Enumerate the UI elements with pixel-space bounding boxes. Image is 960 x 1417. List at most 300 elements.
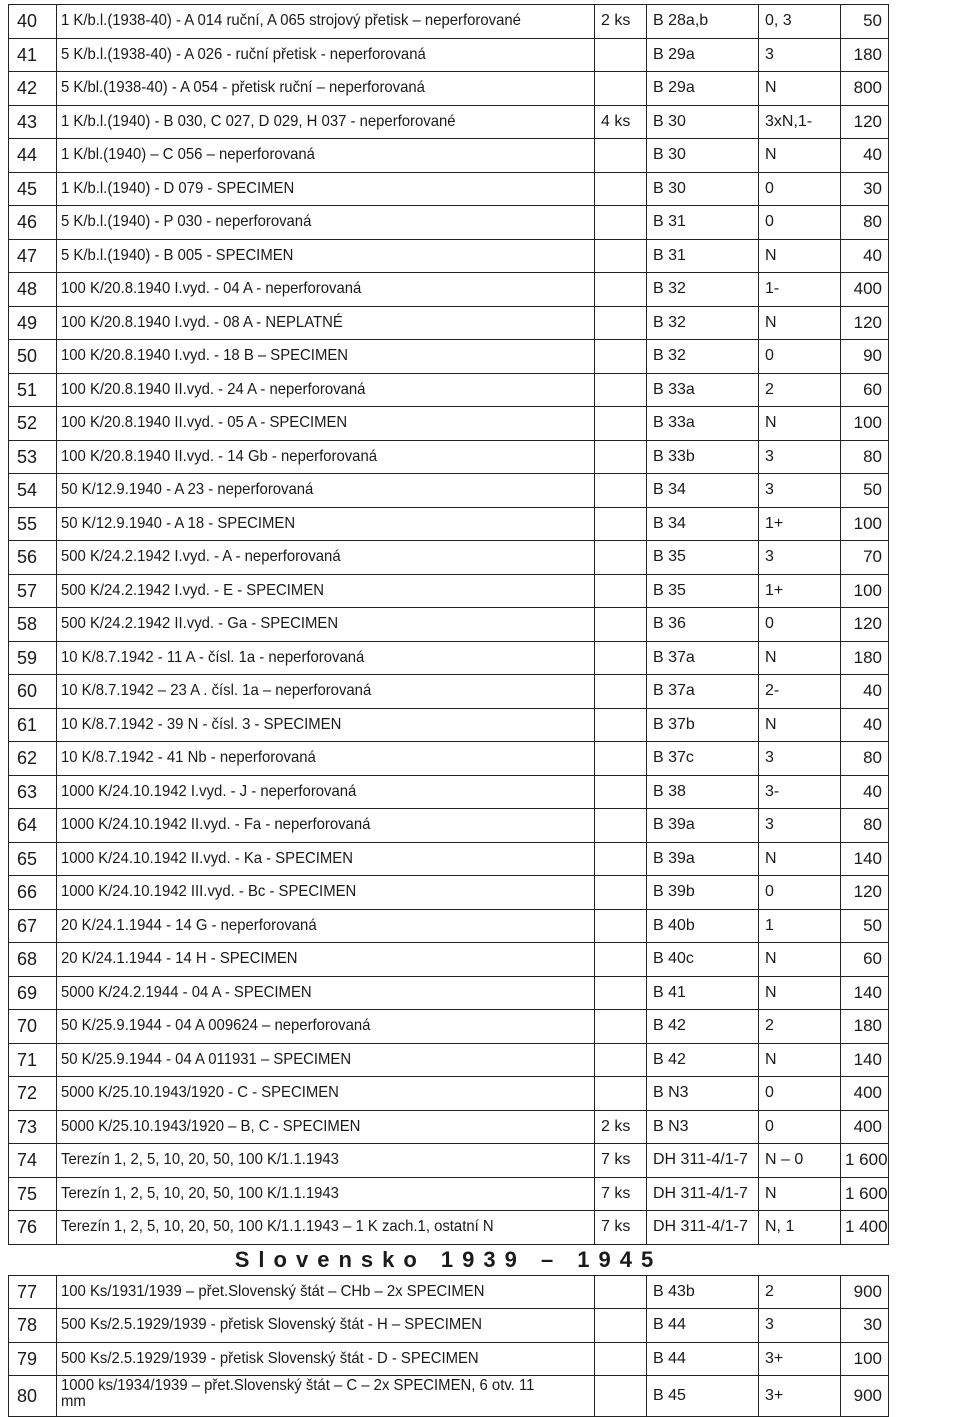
lot-number: 46 bbox=[9, 206, 57, 240]
lot-grade: 3 bbox=[759, 541, 841, 575]
lot-number: 49 bbox=[9, 306, 57, 340]
table-row bbox=[9, 1376, 889, 1417]
lot-quantity bbox=[595, 809, 647, 843]
lot-price: 80 bbox=[841, 742, 889, 776]
lot-price: 120 bbox=[841, 876, 889, 910]
lot-price: 1 600 bbox=[841, 1144, 889, 1178]
lot-table-body bbox=[9, 5, 889, 1245]
table-row bbox=[9, 407, 889, 441]
lot-description-text: 10 K/8.7.1942 - 11 A - čísl. 1a - neperforovaná bbox=[61, 648, 365, 666]
lot-number: 65 bbox=[9, 842, 57, 876]
lot-quantity bbox=[595, 976, 647, 1010]
lot-number: 59 bbox=[9, 641, 57, 675]
lot-quantity bbox=[595, 373, 647, 407]
table-row bbox=[9, 708, 889, 742]
lot-catalog-number: B 33b bbox=[647, 440, 759, 474]
table-row bbox=[9, 38, 889, 72]
lot-grade: 1+ bbox=[759, 574, 841, 608]
lot-catalog-number: B 37c bbox=[647, 742, 759, 776]
lot-description bbox=[57, 105, 595, 139]
lot-description-text: 1000 K/24.10.1942 III.vyd. - Bc - SPECIMEN bbox=[61, 883, 357, 901]
lot-description-text: 5000 K/25.10.1943/1920 - C - SPECIMEN bbox=[61, 1084, 339, 1102]
lot-price: 60 bbox=[841, 373, 889, 407]
lot-number: 61 bbox=[9, 708, 57, 742]
lot-price: 30 bbox=[841, 172, 889, 206]
table-row bbox=[9, 1177, 889, 1211]
lot-number: 45 bbox=[9, 172, 57, 206]
table-row bbox=[9, 1144, 889, 1178]
lot-grade: 3 bbox=[759, 440, 841, 474]
lot-quantity bbox=[595, 742, 647, 776]
lot-number: 67 bbox=[9, 909, 57, 943]
lot-number: 73 bbox=[9, 1110, 57, 1144]
lot-grade: 0 bbox=[759, 876, 841, 910]
lot-catalog-number: B 30 bbox=[647, 172, 759, 206]
lot-price: 100 bbox=[841, 574, 889, 608]
lot-number: 43 bbox=[9, 105, 57, 139]
lot-quantity: 2 ks bbox=[595, 5, 647, 39]
lot-grade: 3 bbox=[759, 38, 841, 72]
lot-description-text: 5 K/b.l.(1940) - P 030 - neperforovaná bbox=[61, 213, 312, 231]
lot-description-text: 500 K/24.2.1942 I.vyd. - A - neperforovaná bbox=[61, 548, 341, 566]
lot-price: 900 bbox=[841, 1376, 889, 1417]
lot-quantity bbox=[595, 909, 647, 943]
lot-price: 80 bbox=[841, 206, 889, 240]
lot-description bbox=[57, 407, 595, 441]
section-header bbox=[9, 1244, 889, 1275]
lot-catalog-number: B 33a bbox=[647, 407, 759, 441]
lot-catalog-number: B 38 bbox=[647, 775, 759, 809]
lot-catalog-number: B 36 bbox=[647, 608, 759, 642]
lot-description bbox=[57, 541, 595, 575]
lot-catalog-number: B 44 bbox=[647, 1309, 759, 1343]
lot-quantity bbox=[595, 239, 647, 273]
lot-number: 52 bbox=[9, 407, 57, 441]
lot-number: 42 bbox=[9, 72, 57, 106]
lot-description-text: 10 K/8.7.1942 - 41 Nb - neperforovaná bbox=[61, 749, 316, 767]
lot-table-body-slovensko bbox=[9, 1275, 889, 1417]
lot-price: 40 bbox=[841, 708, 889, 742]
auction-list bbox=[8, 4, 888, 1417]
lot-description-text: Terezín 1, 2, 5, 10, 20, 50, 100 K/1.1.1943 bbox=[61, 1151, 339, 1169]
lot-quantity bbox=[595, 608, 647, 642]
lot-description-text: 50 K/25.9.1944 - 04 A 009624 – neperforovaná bbox=[61, 1017, 371, 1035]
lot-price: 40 bbox=[841, 775, 889, 809]
lot-quantity bbox=[595, 440, 647, 474]
lot-quantity bbox=[595, 306, 647, 340]
lot-quantity bbox=[595, 139, 647, 173]
lot-description bbox=[57, 1342, 595, 1376]
table-row bbox=[9, 373, 889, 407]
lot-catalog-number: B 37b bbox=[647, 708, 759, 742]
lot-grade: 0 bbox=[759, 608, 841, 642]
lot-description bbox=[57, 5, 595, 39]
lot-number: 60 bbox=[9, 675, 57, 709]
lot-description bbox=[57, 1211, 595, 1245]
lot-grade: N bbox=[759, 641, 841, 675]
lot-number: 41 bbox=[9, 38, 57, 72]
lot-description-text: 100 K/20.8.1940 II.vyd. - 14 Gb - neperforovaná bbox=[61, 447, 377, 465]
lot-description bbox=[57, 474, 595, 508]
lot-grade: 1 bbox=[759, 909, 841, 943]
lot-description-text: 500 Ks/2.5.1929/1939 - přetisk Slovenský štát - D - SPECIMEN bbox=[61, 1349, 479, 1367]
lot-grade: N – 0 bbox=[759, 1144, 841, 1178]
lot-catalog-number: B 42 bbox=[647, 1043, 759, 1077]
lot-price: 120 bbox=[841, 306, 889, 340]
lot-description bbox=[57, 742, 595, 776]
lot-catalog-number: B 42 bbox=[647, 1010, 759, 1044]
lot-description bbox=[57, 641, 595, 675]
lot-quantity bbox=[595, 1275, 647, 1309]
lot-number: 78 bbox=[9, 1309, 57, 1343]
lot-description bbox=[57, 1177, 595, 1211]
table-row bbox=[9, 1110, 889, 1144]
lot-catalog-number: B 40c bbox=[647, 943, 759, 977]
lot-description bbox=[57, 943, 595, 977]
lot-grade: 1+ bbox=[759, 507, 841, 541]
lot-price: 140 bbox=[841, 976, 889, 1010]
lot-quantity: 2 ks bbox=[595, 1110, 647, 1144]
lot-number: 69 bbox=[9, 976, 57, 1010]
table-row bbox=[9, 842, 889, 876]
lot-catalog-number: B 37a bbox=[647, 675, 759, 709]
lot-catalog-number: B 40b bbox=[647, 909, 759, 943]
lot-catalog-number: B 39a bbox=[647, 809, 759, 843]
lot-quantity bbox=[595, 842, 647, 876]
lot-grade: N bbox=[759, 239, 841, 273]
lot-number: 66 bbox=[9, 876, 57, 910]
lot-description bbox=[57, 1376, 595, 1417]
lot-catalog-number: B N3 bbox=[647, 1077, 759, 1111]
lot-grade: 0 bbox=[759, 1077, 841, 1111]
lot-catalog-number: B 28a,b bbox=[647, 5, 759, 39]
lot-price: 1 600 bbox=[841, 1177, 889, 1211]
lot-number: 64 bbox=[9, 809, 57, 843]
table-row bbox=[9, 909, 889, 943]
lot-price: 80 bbox=[841, 809, 889, 843]
lot-quantity: 7 ks bbox=[595, 1144, 647, 1178]
lot-grade: 2 bbox=[759, 1275, 841, 1309]
lot-quantity bbox=[595, 172, 647, 206]
lot-description-text: 500 K/24.2.1942 II.vyd. - Ga - SPECIMEN bbox=[61, 615, 339, 633]
lot-catalog-number: B 29a bbox=[647, 72, 759, 106]
lot-description-text: 5 K/b.l.(1938-40) - A 026 - ruční přetisk - neperforovaná bbox=[61, 45, 426, 63]
lot-description bbox=[57, 1077, 595, 1111]
lot-number: 40 bbox=[9, 5, 57, 39]
lot-grade: N bbox=[759, 139, 841, 173]
table-row bbox=[9, 641, 889, 675]
lot-quantity bbox=[595, 474, 647, 508]
lot-catalog-number: DH 311-4/1-7 bbox=[647, 1211, 759, 1245]
table-row bbox=[9, 172, 889, 206]
lot-description-text: 100 K/20.8.1940 II.vyd. - 24 A - neperforovaná bbox=[61, 380, 366, 398]
lot-quantity bbox=[595, 876, 647, 910]
table-row bbox=[9, 809, 889, 843]
lot-description bbox=[57, 708, 595, 742]
table-row bbox=[9, 608, 889, 642]
table-row bbox=[9, 1077, 889, 1111]
lot-quantity bbox=[595, 273, 647, 307]
lot-price: 90 bbox=[841, 340, 889, 374]
lot-description bbox=[57, 72, 595, 106]
lot-description-text: 50 K/12.9.1940 - A 23 - neperforovaná bbox=[61, 481, 314, 499]
lot-number: 50 bbox=[9, 340, 57, 374]
lot-number: 76 bbox=[9, 1211, 57, 1245]
lot-quantity bbox=[595, 708, 647, 742]
table-row bbox=[9, 775, 889, 809]
table-row bbox=[9, 340, 889, 374]
lot-quantity bbox=[595, 1077, 647, 1111]
lot-description-text: 1 K/bl.(1940) – C 056 – neperforovaná bbox=[61, 146, 315, 164]
table-row bbox=[9, 306, 889, 340]
table-row bbox=[9, 976, 889, 1010]
lot-table bbox=[8, 4, 889, 1417]
lot-grade: 2 bbox=[759, 1010, 841, 1044]
table-row bbox=[9, 105, 889, 139]
section-row bbox=[9, 1244, 889, 1275]
lot-price: 140 bbox=[841, 842, 889, 876]
lot-description-text: 1 K/b.l.(1940) - B 030, C 027, D 029, H 037 - neperforované bbox=[61, 112, 456, 130]
lot-description bbox=[57, 1010, 595, 1044]
lot-description bbox=[57, 842, 595, 876]
lot-number: 62 bbox=[9, 742, 57, 776]
lot-quantity bbox=[595, 206, 647, 240]
lot-quantity bbox=[595, 1376, 647, 1417]
lot-number: 58 bbox=[9, 608, 57, 642]
lot-description-text: 100 K/20.8.1940 I.vyd. - 08 A - NEPLATNÉ bbox=[61, 313, 343, 331]
lot-catalog-number: B 39a bbox=[647, 842, 759, 876]
lot-number: 70 bbox=[9, 1010, 57, 1044]
lot-number: 44 bbox=[9, 139, 57, 173]
lot-description bbox=[57, 909, 595, 943]
lot-description-text: 500 Ks/2.5.1929/1939 - přetisk Slovenský štát - H – SPECIMEN bbox=[61, 1316, 482, 1334]
lot-quantity bbox=[595, 641, 647, 675]
lot-description-text: Terezín 1, 2, 5, 10, 20, 50, 100 K/1.1.1943 bbox=[61, 1184, 339, 1202]
table-row bbox=[9, 1309, 889, 1343]
table-row bbox=[9, 440, 889, 474]
lot-catalog-number: B 30 bbox=[647, 139, 759, 173]
table-row bbox=[9, 675, 889, 709]
lot-description bbox=[57, 340, 595, 374]
lot-description bbox=[57, 440, 595, 474]
table-row bbox=[9, 239, 889, 273]
section-title: Slovensko 1939 – 1945 bbox=[9, 1244, 889, 1275]
lot-catalog-number: B 34 bbox=[647, 507, 759, 541]
lot-quantity bbox=[595, 1309, 647, 1343]
lot-description-text: 1000 K/24.10.1942 II.vyd. - Fa - neperforovaná bbox=[61, 816, 371, 834]
lot-price: 50 bbox=[841, 5, 889, 39]
table-row bbox=[9, 5, 889, 39]
lot-grade: N bbox=[759, 1043, 841, 1077]
lot-catalog-number: B 33a bbox=[647, 373, 759, 407]
table-row bbox=[9, 474, 889, 508]
lot-number: 51 bbox=[9, 373, 57, 407]
lot-catalog-number: B N3 bbox=[647, 1110, 759, 1144]
lot-quantity bbox=[595, 340, 647, 374]
lot-catalog-number: B 31 bbox=[647, 206, 759, 240]
lot-description-text: 100 K/20.8.1940 II.vyd. - 05 A - SPECIMEN bbox=[61, 414, 348, 432]
lot-grade: N bbox=[759, 306, 841, 340]
lot-price: 100 bbox=[841, 507, 889, 541]
lot-number: 57 bbox=[9, 574, 57, 608]
lot-description bbox=[57, 206, 595, 240]
lot-description bbox=[57, 775, 595, 809]
lot-price: 120 bbox=[841, 105, 889, 139]
lot-grade: 3 bbox=[759, 474, 841, 508]
lot-description-text: 10 K/8.7.1942 - 39 N - čísl. 3 - SPECIMEN bbox=[61, 715, 342, 733]
lot-price: 400 bbox=[841, 1077, 889, 1111]
lot-number: 48 bbox=[9, 273, 57, 307]
lot-description-text: 100 K/20.8.1940 I.vyd. - 04 A - neperforovaná bbox=[61, 280, 362, 298]
table-row bbox=[9, 1342, 889, 1376]
lot-grade: 0 bbox=[759, 172, 841, 206]
lot-grade: 3 bbox=[759, 809, 841, 843]
table-row bbox=[9, 206, 889, 240]
lot-description-text: 20 K/24.1.1944 - 14 G - neperforovaná bbox=[61, 916, 317, 934]
lot-catalog-number: B 44 bbox=[647, 1342, 759, 1376]
lot-description bbox=[57, 273, 595, 307]
lot-price: 1 400 bbox=[841, 1211, 889, 1245]
lot-quantity bbox=[595, 407, 647, 441]
lot-grade: N bbox=[759, 842, 841, 876]
lot-description bbox=[57, 507, 595, 541]
lot-price: 80 bbox=[841, 440, 889, 474]
lot-description-text: 20 K/24.1.1944 - 14 H - SPECIMEN bbox=[61, 950, 298, 968]
table-row bbox=[9, 742, 889, 776]
lot-grade: N bbox=[759, 943, 841, 977]
lot-description bbox=[57, 1144, 595, 1178]
lot-description bbox=[57, 306, 595, 340]
lot-description-text: 1000 K/24.10.1942 I.vyd. - J - neperforovaná bbox=[61, 782, 357, 800]
lot-quantity bbox=[595, 1010, 647, 1044]
lot-price: 400 bbox=[841, 1110, 889, 1144]
lot-number: 56 bbox=[9, 541, 57, 575]
lot-quantity: 7 ks bbox=[595, 1177, 647, 1211]
lot-description bbox=[57, 976, 595, 1010]
lot-grade: N bbox=[759, 407, 841, 441]
lot-grade: N bbox=[759, 1177, 841, 1211]
table-row bbox=[9, 876, 889, 910]
lot-grade: 3- bbox=[759, 775, 841, 809]
lot-grade: 0 bbox=[759, 340, 841, 374]
lot-price: 70 bbox=[841, 541, 889, 575]
lot-description bbox=[57, 239, 595, 273]
lot-price: 400 bbox=[841, 273, 889, 307]
lot-grade: N bbox=[759, 976, 841, 1010]
table-row bbox=[9, 541, 889, 575]
lot-grade: N bbox=[759, 72, 841, 106]
table-row bbox=[9, 507, 889, 541]
lot-grade: 0 bbox=[759, 1110, 841, 1144]
lot-grade: 3 bbox=[759, 1309, 841, 1343]
lot-description-text: 5 K/bl.(1938-40) - A 054 - přetisk ruční – neperforovaná bbox=[61, 79, 425, 97]
lot-number: 53 bbox=[9, 440, 57, 474]
lot-price: 800 bbox=[841, 72, 889, 106]
lot-price: 180 bbox=[841, 1010, 889, 1044]
lot-price: 60 bbox=[841, 943, 889, 977]
lot-description-text: 5 K/b.l.(1940) - B 005 - SPECIMEN bbox=[61, 246, 294, 264]
lot-catalog-number: B 41 bbox=[647, 976, 759, 1010]
lot-price: 40 bbox=[841, 139, 889, 173]
lot-description bbox=[57, 1275, 595, 1309]
lot-grade: 3xN,1- bbox=[759, 105, 841, 139]
lot-price: 180 bbox=[841, 38, 889, 72]
lot-description bbox=[57, 373, 595, 407]
lot-number: 71 bbox=[9, 1043, 57, 1077]
lot-description bbox=[57, 38, 595, 72]
lot-number: 72 bbox=[9, 1077, 57, 1111]
table-row bbox=[9, 273, 889, 307]
lot-grade: N bbox=[759, 708, 841, 742]
lot-description bbox=[57, 675, 595, 709]
lot-catalog-number: B 32 bbox=[647, 273, 759, 307]
lot-description-text: 5000 K/25.10.1943/1920 – B, C - SPECIMEN bbox=[61, 1117, 361, 1135]
lot-number: 63 bbox=[9, 775, 57, 809]
lot-description-text: 5000 K/24.2.1944 - 04 A - SPECIMEN bbox=[61, 983, 312, 1001]
lot-grade: N, 1 bbox=[759, 1211, 841, 1245]
lot-price: 50 bbox=[841, 909, 889, 943]
lot-description-text: 1000 K/24.10.1942 II.vyd. - Ka - SPECIMEN bbox=[61, 849, 353, 867]
table-row bbox=[9, 574, 889, 608]
lot-description-text: 1000 ks/1934/1939 – přet.Slovenský štát – C – 2x SPECIMEN, 6 otv. 11 mm bbox=[61, 1377, 535, 1410]
lot-number: 77 bbox=[9, 1275, 57, 1309]
table-row bbox=[9, 139, 889, 173]
lot-price: 120 bbox=[841, 608, 889, 642]
lot-quantity bbox=[595, 775, 647, 809]
lot-price: 100 bbox=[841, 1342, 889, 1376]
lot-number: 54 bbox=[9, 474, 57, 508]
lot-catalog-number: B 32 bbox=[647, 306, 759, 340]
lot-catalog-number: DH 311-4/1-7 bbox=[647, 1177, 759, 1211]
lot-quantity bbox=[595, 675, 647, 709]
lot-quantity bbox=[595, 507, 647, 541]
lot-description bbox=[57, 139, 595, 173]
lot-price: 50 bbox=[841, 474, 889, 508]
lot-catalog-number: B 34 bbox=[647, 474, 759, 508]
lot-description-text: 50 K/25.9.1944 - 04 A 011931 – SPECIMEN bbox=[61, 1050, 352, 1068]
lot-catalog-number: DH 311-4/1-7 bbox=[647, 1144, 759, 1178]
lot-description-text: 100 K/20.8.1940 I.vyd. - 18 B – SPECIMEN bbox=[61, 347, 349, 365]
lot-description-text: 50 K/12.9.1940 - A 18 - SPECIMEN bbox=[61, 514, 296, 532]
lot-description bbox=[57, 1043, 595, 1077]
lot-catalog-number: B 35 bbox=[647, 574, 759, 608]
lot-number: 74 bbox=[9, 1144, 57, 1178]
lot-description-text: Terezín 1, 2, 5, 10, 20, 50, 100 K/1.1.1943 – 1 K zach.1, ostatní N bbox=[61, 1218, 494, 1236]
lot-catalog-number: B 37a bbox=[647, 641, 759, 675]
table-row bbox=[9, 943, 889, 977]
lot-catalog-number: B 35 bbox=[647, 541, 759, 575]
lot-description-text: 100 Ks/1931/1939 – přet.Slovenský štát – CHb – 2x SPECIMEN bbox=[61, 1282, 485, 1300]
lot-quantity bbox=[595, 1342, 647, 1376]
table-row bbox=[9, 1275, 889, 1309]
lot-catalog-number: B 39b bbox=[647, 876, 759, 910]
lot-number: 80 bbox=[9, 1376, 57, 1417]
lot-description bbox=[57, 1309, 595, 1343]
lot-catalog-number: B 29a bbox=[647, 38, 759, 72]
lot-price: 40 bbox=[841, 239, 889, 273]
lot-description-text: 1 K/b.l.(1938-40) - A 014 ruční, A 065 strojový přetisk – neperforované bbox=[61, 12, 521, 30]
lot-grade: 3+ bbox=[759, 1376, 841, 1417]
lot-quantity: 4 ks bbox=[595, 105, 647, 139]
lot-catalog-number: B 32 bbox=[647, 340, 759, 374]
lot-grade: 1- bbox=[759, 273, 841, 307]
lot-quantity bbox=[595, 943, 647, 977]
lot-description bbox=[57, 876, 595, 910]
table-row bbox=[9, 1043, 889, 1077]
table-row bbox=[9, 72, 889, 106]
lot-number: 55 bbox=[9, 507, 57, 541]
lot-number: 68 bbox=[9, 943, 57, 977]
